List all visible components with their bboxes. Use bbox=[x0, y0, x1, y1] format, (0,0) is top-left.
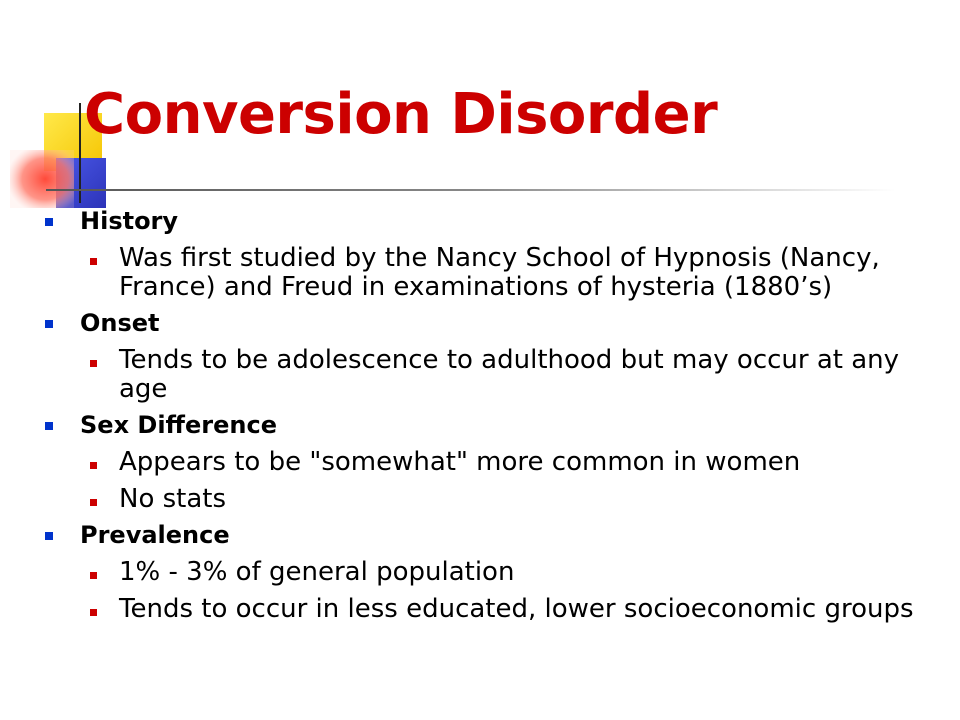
slide-title: Conversion Disorder bbox=[84, 82, 718, 147]
bullet-square-icon bbox=[90, 258, 97, 265]
section-heading-label: Onset bbox=[80, 309, 160, 337]
sub-bullet-text: Tends to be adolescence to adulthood but may occur at any age bbox=[119, 345, 900, 404]
sub-bullet bbox=[42, 595, 922, 624]
sub-bullet bbox=[42, 485, 922, 514]
bullet-square-icon bbox=[45, 320, 53, 328]
bullet-square-icon bbox=[45, 532, 53, 540]
sub-bullet-text: No stats bbox=[119, 484, 227, 514]
section-heading-sex-difference bbox=[42, 410, 922, 440]
sub-bullet-text: Appears to be "somewhat" more common in women bbox=[119, 447, 801, 477]
section-heading-label: Sex Difference bbox=[80, 411, 277, 439]
section-heading-label: Prevalence bbox=[80, 521, 230, 549]
bullet-square-icon bbox=[45, 218, 53, 226]
bullet-square-icon bbox=[90, 360, 97, 367]
sub-bullet bbox=[42, 346, 922, 404]
sub-bullet-text: 1% - 3% of general population bbox=[119, 557, 515, 587]
sub-bullet bbox=[42, 558, 922, 587]
sub-bullet bbox=[42, 244, 922, 302]
section-heading-label: History bbox=[80, 207, 179, 235]
sub-bullet-text: Tends to occur in less educated, lower socioeconomic groups bbox=[119, 594, 914, 624]
sub-bullet bbox=[42, 448, 922, 477]
bullet-square-icon bbox=[90, 572, 97, 579]
sub-bullet-text: Was first studied by the Nancy School of Hypnosis (Nancy, France) and Freud in examinations of hysteria (1880’s) bbox=[119, 243, 880, 302]
bullet-square-icon bbox=[90, 499, 97, 506]
bullet-list bbox=[42, 200, 922, 624]
title-underline bbox=[46, 189, 896, 191]
vertical-line bbox=[79, 103, 81, 203]
section-heading-onset bbox=[42, 308, 922, 338]
bullet-square-icon bbox=[45, 422, 53, 430]
section-heading-history bbox=[42, 206, 922, 236]
section-heading-prevalence bbox=[42, 520, 922, 550]
bullet-square-icon bbox=[90, 462, 97, 469]
bullet-square-icon bbox=[90, 609, 97, 616]
